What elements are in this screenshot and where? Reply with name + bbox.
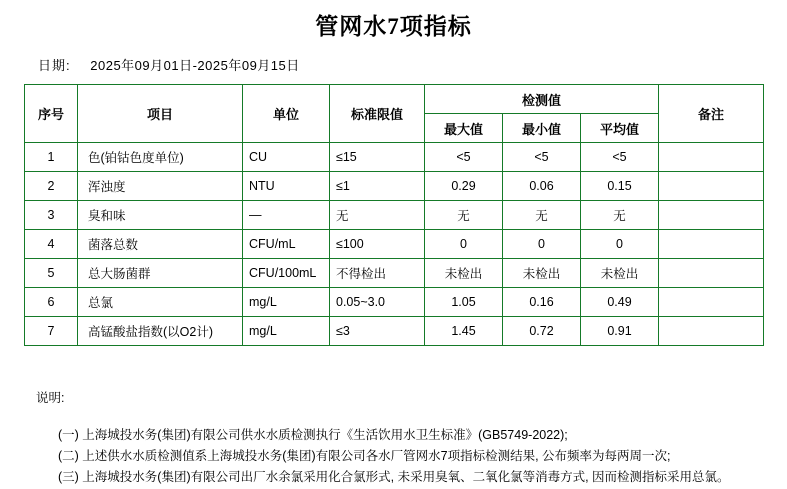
cell-remark: [659, 259, 764, 288]
header-item: 项目: [78, 85, 243, 143]
note-item-2: (二) 上述供水水质检测值系上海城投水务(集团)有限公司各水厂管网水7项指标检测结果, 公布频率为每两周一次;: [58, 449, 671, 463]
cell-unit: mg/L: [243, 317, 330, 346]
header-max: 最大值: [425, 114, 503, 143]
cell-min: 未检出: [503, 259, 581, 288]
cell-avg: 未检出: [581, 259, 659, 288]
cell-limit: ≤15: [330, 143, 425, 172]
cell-max: 1.05: [425, 288, 503, 317]
cell-seq: 2: [25, 172, 78, 201]
cell-limit: ≤1: [330, 172, 425, 201]
cell-max: 1.45: [425, 317, 503, 346]
cell-item: 总大肠菌群: [78, 259, 243, 288]
date-label: 日期:: [38, 58, 71, 73]
cell-min: <5: [503, 143, 581, 172]
date-line: [38, 55, 787, 74]
cell-seq: 7: [25, 317, 78, 346]
header-seq: 序号: [25, 85, 78, 143]
cell-min: 无: [503, 201, 581, 230]
note-item-3: (三) 上海城投水务(集团)有限公司出厂水余氯采用化合氯形式, 未采用臭氧、二氧化氯等消毒方式, 因而检测指标采用总氯。: [58, 470, 730, 484]
cell-min: 0.72: [503, 317, 581, 346]
cell-item: 色(铂钴色度单位): [78, 143, 243, 172]
cell-limit: 不得检出: [330, 259, 425, 288]
cell-item: 臭和味: [78, 201, 243, 230]
cell-unit: CFU/100mL: [243, 259, 330, 288]
water-quality-table: [24, 84, 764, 346]
cell-max: 0: [425, 230, 503, 259]
cell-remark: [659, 230, 764, 259]
cell-limit: 无: [330, 201, 425, 230]
cell-min: 0.06: [503, 172, 581, 201]
cell-seq: 3: [25, 201, 78, 230]
cell-remark: [659, 201, 764, 230]
table-header: [25, 85, 764, 143]
header-limit: 标准限值: [330, 85, 425, 143]
cell-remark: [659, 172, 764, 201]
header-measured-group: 检测值: [425, 85, 659, 114]
cell-unit: —: [243, 201, 330, 230]
cell-max: 0.29: [425, 172, 503, 201]
cell-avg: 0: [581, 230, 659, 259]
cell-item: 浑浊度: [78, 172, 243, 201]
cell-avg: 0.49: [581, 288, 659, 317]
header-min: 最小值: [503, 114, 581, 143]
cell-avg: <5: [581, 143, 659, 172]
table-body: [25, 143, 764, 346]
table-header-row-1: [25, 85, 764, 114]
cell-max: <5: [425, 143, 503, 172]
header-remark: 备注: [659, 85, 764, 143]
header-avg: 平均值: [581, 114, 659, 143]
cell-unit: mg/L: [243, 288, 330, 317]
cell-limit: ≤100: [330, 230, 425, 259]
cell-seq: 5: [25, 259, 78, 288]
cell-limit: ≤3: [330, 317, 425, 346]
cell-unit: NTU: [243, 172, 330, 201]
cell-seq: 6: [25, 288, 78, 317]
cell-remark: [659, 143, 764, 172]
cell-avg: 0.91: [581, 317, 659, 346]
cell-avg: 无: [581, 201, 659, 230]
cell-unit: CU: [243, 143, 330, 172]
table-row: [25, 259, 764, 288]
cell-min: 0: [503, 230, 581, 259]
header-unit: 单位: [243, 85, 330, 143]
cell-avg: 0.15: [581, 172, 659, 201]
cell-min: 0.16: [503, 288, 581, 317]
table-row: [25, 288, 764, 317]
cell-remark: [659, 288, 764, 317]
table-row: [25, 317, 764, 346]
cell-item: 高锰酸盐指数(以O2计): [78, 317, 243, 346]
cell-seq: 4: [25, 230, 78, 259]
cell-item: 菌落总数: [78, 230, 243, 259]
cell-item: 总氯: [78, 288, 243, 317]
cell-limit: 0.05~3.0: [330, 288, 425, 317]
cell-unit: CFU/mL: [243, 230, 330, 259]
cell-seq: 1: [25, 143, 78, 172]
table-row: [25, 143, 764, 172]
notes-title: 说明:: [36, 391, 65, 405]
table-row: [25, 172, 764, 201]
table-row: [25, 201, 764, 230]
cell-max: 未检出: [425, 259, 503, 288]
page-title: 管网水7项指标: [315, 14, 472, 39]
date-value: 2025年09月01日-2025年09月15日: [90, 58, 300, 73]
cell-max: 无: [425, 201, 503, 230]
table-row: [25, 230, 764, 259]
note-item-1: (一) 上海城投水务(集团)有限公司供水水质检测执行《生活饮用水卫生标准》(GB5749-2022);: [58, 428, 568, 442]
notes-section: [36, 388, 787, 488]
cell-remark: [659, 317, 764, 346]
